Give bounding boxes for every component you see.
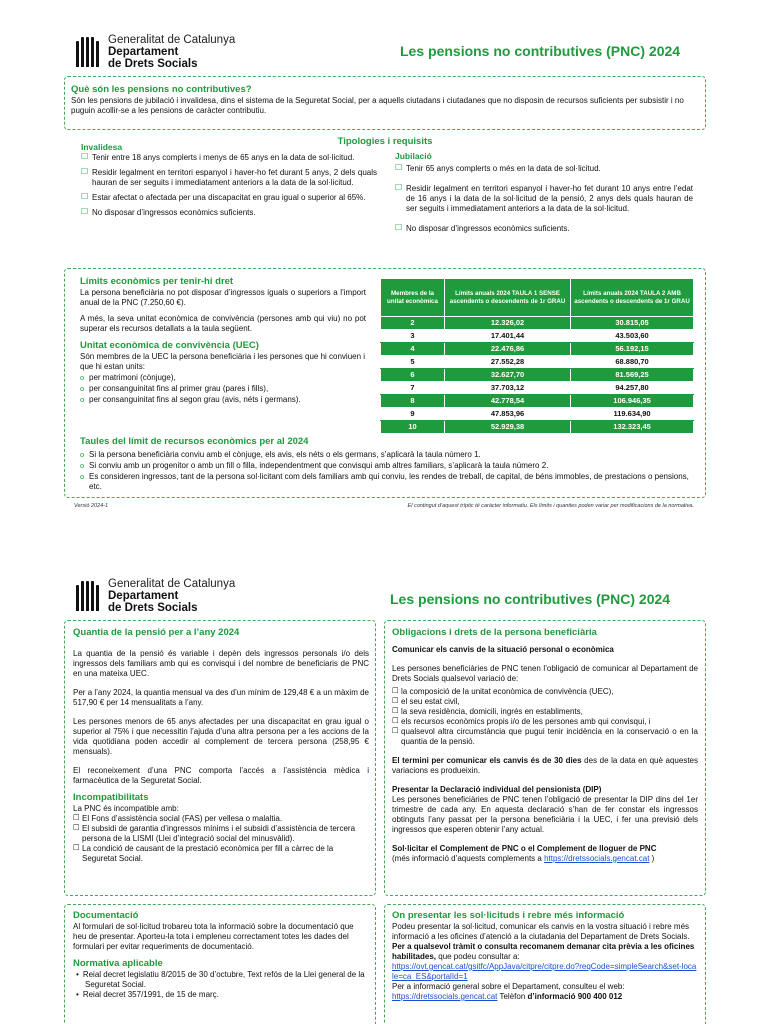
dretssocials-link[interactable]: https://dretssocials.gencat.cat xyxy=(544,853,650,863)
obligacions-item: ☐ la seva residència, domicili, ingrés en establiments, xyxy=(392,707,698,717)
incompat-item: ☐ La condició de causant de la prestació econòmica per fill a càrrec de la Seguretat Social. xyxy=(73,844,369,864)
page-title-2: Les pensions no contributives (PNC) 2024 xyxy=(390,591,671,607)
obligacions-content xyxy=(392,627,698,864)
table2-limit-cell: 119.634,90 xyxy=(571,408,694,421)
invalidesa-column xyxy=(81,142,377,223)
normativa-item: • Reial decret 357/1991, de 15 de març. xyxy=(76,989,219,999)
normativa-item-text: Reial decret legislatiu 8/2015 de 30 d’octubre, Text refós de la Llei general de la Seguretat Social. xyxy=(82,969,365,989)
members-cell: 10 xyxy=(381,421,445,434)
table2-limit-cell: 132.323,45 xyxy=(571,421,694,434)
table2-limit-cell: 81.569,25 xyxy=(571,369,694,382)
logo-line-1: Generalitat de Catalunya xyxy=(108,578,236,590)
jubilacio-title: Jubilació xyxy=(395,151,432,161)
table1-limit-cell: 22.476,86 xyxy=(445,343,571,356)
invalidesa-title: Invalidesa xyxy=(81,142,123,152)
phone-number: d’informació 900 400 012 xyxy=(527,991,623,1001)
incompat-item: ☐ El subsidi de garantia d’ingressos mínims i el subsidi d’assistència de tercera persona de la LISMI (Llei d’integració social del minusvàlid). xyxy=(73,824,369,844)
phone-pre: Telèfon xyxy=(497,991,528,1001)
table-note: o Es consideren ingressos, tant de la persona sol·licitant com dels familiars amb qui conviu, les rendes de treball, de capital, de béns immobles, de prestacions o pensions, etc. xyxy=(80,472,692,492)
table-note: o Si conviu amb un progenitor o amb un fill o filla, independentment que convisqui amb altres familiars, s’aplicarà la taula número 2. xyxy=(80,461,692,471)
on-presentar-content xyxy=(392,910,698,1002)
quantia-p1: La quantia de la pensió és variable i depèn dels ingressos personals i/o dels ingressos dels familiars amb qui es convisqui i del nombre de beneficiaris de PNC en una mateixa UEC. xyxy=(73,648,369,678)
uec-item: o per consanguinitat fins al segon grau (avis, néts i germans). xyxy=(80,395,366,405)
normativa-item-text: Reial decret 357/1991, de 15 de març. xyxy=(82,989,219,999)
incompat-intro: La PNC és incompatible amb: xyxy=(73,803,179,813)
logo-line-1: Generalitat de Catalunya xyxy=(108,34,236,46)
on-presentar-p2-bold: Per a qualsevol tràmit o consulta recomanem demanar cita prèvia a les oficines habilitades, xyxy=(392,941,695,961)
table2-limit-cell: 68.880,70 xyxy=(571,356,694,369)
page-title: Les pensions no contributives (PNC) 2024 xyxy=(400,43,681,59)
normativa-heading: Normativa aplicable xyxy=(73,957,163,969)
obligacions-item: ☐ la composició de la unitat econòmica de convivència (UEC), xyxy=(392,687,698,697)
obligacions-item: ☐ els recursos econòmics propis i/o de les persones amb qui convisqui, i xyxy=(392,717,698,727)
table1-limit-cell: 42.778,54 xyxy=(445,395,571,408)
quantia-heading: Quantia de la pensió per a l’any 2024 xyxy=(73,627,240,638)
obligacions-p3: Les persones beneficiàries de PNC tenen l’obligació de presentar la DIP dins del 1er trimestre de cada any. En aquesta declaració s’han de fer constar els ingressos obtinguts l’any passat per la persona beneficiària i la UEC, i fer una previsió dels ingressos que esperen obtenir l’any actual. xyxy=(392,794,698,834)
logo-page-1 xyxy=(76,34,235,70)
table-notes xyxy=(80,436,692,493)
quantia-content xyxy=(73,627,369,864)
generalitat-logo-icon xyxy=(76,581,102,611)
quantia-p2: Per a l’any 2024, la quantia mensual va des d’un mínim de 129,48 € a un màxim de 517,90 € per 14 mensualitats a l’any. xyxy=(73,687,369,707)
jubilacio-item: ☐ No disposar d’ingressos econòmics suficients. xyxy=(395,224,693,234)
members-cell: 8 xyxy=(381,395,445,408)
members-cell: 4 xyxy=(381,343,445,356)
table1-limit-cell: 12.326,02 xyxy=(445,317,571,330)
incompat-heading: Incompatibilitats xyxy=(73,791,149,803)
dretssocials-web-link[interactable]: https://dretssocials.gencat.cat xyxy=(392,991,498,1001)
limits-heading: Límits econòmics per tenir-hi dret xyxy=(80,276,234,287)
what-heading: Què són les pensions no contributives? xyxy=(71,84,252,95)
table1-limit-cell: 37.703,12 xyxy=(445,382,571,395)
obligacions-heading: Obligacions i drets de la persona beneficiària xyxy=(392,627,597,638)
obligacions-p2 xyxy=(392,756,698,776)
table-row xyxy=(381,317,694,330)
obligacions-item: ☐ qualsevol altra circumstància que pugui tenir incidència en la conservació o en la quantia de la pensió. xyxy=(392,727,698,747)
limits-p1: La persona beneficiària no pot disposar d’ingressos iguals o superiors a l’import anual de la PNC (7.250,60 €). xyxy=(80,287,366,307)
logo-page-2 xyxy=(76,578,235,614)
table1-limit-cell: 52.929,38 xyxy=(445,421,571,434)
documentacio-heading: Documentació xyxy=(73,910,139,921)
on-presentar-link1-wrap xyxy=(392,962,698,982)
members-cell: 9 xyxy=(381,408,445,421)
logo-line-2: Departament xyxy=(108,46,179,59)
obligacions-item: ☐ el seu estat civil, xyxy=(392,697,698,707)
table-row xyxy=(381,395,694,408)
jubilacio-item: ☐ Residir legalment en territori espanyol i haver-ho fet durant 10 anys entre l’edat de 16 anys i la data de la sol·licitud de la pensió, 2 anys dels quals hauran de ser seguits i immediatament anteriors a la data de la sol·licitud. xyxy=(395,184,693,214)
invalidesa-item: ☐ Residir legalment en territori espanyol i haver-ho fet durant 5 anys, 2 dels quals hauran de ser seguits i immediatament anteriors a la data de la sol·licitud. xyxy=(81,168,377,188)
obligacions-sub3: Sol·licitar el Complement de PNC o el Complement de lloguer de PNC xyxy=(392,843,657,853)
obligacions-p1: Les persones beneficiàries de PNC tenen l’obligació de comunicar al Departament de Drets Socials qualsevol variació de: xyxy=(392,663,698,683)
table1-limit-cell: 47.853,96 xyxy=(445,408,571,421)
members-cell: 6 xyxy=(381,369,445,382)
table2-limit-cell: 56.192,15 xyxy=(571,343,694,356)
obligacions-p4 xyxy=(392,854,698,864)
obligacions-p4-pre: (més informació d’aquests complements a xyxy=(392,853,545,863)
uec-heading: Unitat econòmica de convivència (UEC) xyxy=(80,339,259,351)
limits-table xyxy=(380,278,694,434)
table-note: o Si la persona beneficiària conviu amb el cònjuge, els avis, els néts o els germans, s’aplicarà la taula número 1. xyxy=(80,450,692,460)
table-header-table1: Límits anuals 2024 TAULA 1 SENSE ascendents o descendents de 1r GRAU xyxy=(445,279,571,317)
uec-item: o per consanguinitat fins al primer grau (pares i fills), xyxy=(80,384,366,394)
table1-limit-cell: 27.552,28 xyxy=(445,356,571,369)
members-cell: 5 xyxy=(381,356,445,369)
normativa-item: • Reial decret legislatiu 8/2015 de 30 d’octubre, Text refós de la Llei general de la Seguretat Social. xyxy=(76,969,365,989)
obligacions-p2-bold: El termini per comunicar els canvis és de 30 dies xyxy=(392,755,582,765)
limits-p2: A més, la seva unitat econòmica de convivència (persones amb qui viu) no pot superar els recursos detallats a la taula següent. xyxy=(80,313,366,333)
jubilacio-column xyxy=(395,151,693,239)
generalitat-logo-icon xyxy=(76,37,102,67)
obligacions-sub1: Comunicar els canvis de la situació personal o econòmica xyxy=(392,644,614,654)
table1-limit-cell: 17.401,44 xyxy=(445,330,571,343)
table-header-table2: Límits anuals 2024 TAULA 2 AMB ascendents o descendents de 1r GRAU xyxy=(571,279,694,317)
on-presentar-p2-rest: que podeu consultar a: xyxy=(436,951,520,961)
incompat-item: ☐ El Fons d’assistència social (FAS) per vellesa o malaltia. xyxy=(73,814,369,824)
table-row xyxy=(381,330,694,343)
logo-line-3: de Drets Socials xyxy=(108,602,198,615)
table-row xyxy=(381,343,694,356)
types-heading: Tipologies i requisits xyxy=(337,136,433,147)
version-label: Versió 2024-1 xyxy=(74,503,109,509)
documentacio-content xyxy=(73,910,369,1000)
table-row xyxy=(381,356,694,369)
table2-limit-cell: 106.946,35 xyxy=(571,395,694,408)
quantia-p4: El reconeixement d’una PNC comporta l’accés a l’assistència mèdica i farmacèutica de la Seguretat Social. xyxy=(73,765,369,785)
table2-limit-cell: 94.257,80 xyxy=(571,382,694,395)
table-heading: Taules del límit de recursos econòmics per al 2024 xyxy=(80,436,309,447)
limits-table-wrap xyxy=(380,278,694,434)
members-cell: 3 xyxy=(381,330,445,343)
what-text: Són les pensions de jubilació i invalidesa, dins el sistema de la Seguretat Social, per a aquells ciutadans i ciutadanes que no disposin de recursos suficients per subsistir i no puguin acollir-se a les pensions de caràcter contributiu. xyxy=(71,95,684,115)
table2-limit-cell: 43.503,60 xyxy=(571,330,694,343)
table-header-members: Membres de la unitat econòmica xyxy=(381,279,445,317)
members-cell: 7 xyxy=(381,382,445,395)
obligacions-p2-rest: des de la data en què aquestes variacions es produeixin. xyxy=(392,755,698,775)
disclaimer: El contingut d’aquest tríptic té caràcter informatiu. Els límits i quanties poden variar per modificacions de la normativa. xyxy=(407,503,694,509)
table-row xyxy=(381,408,694,421)
table-row xyxy=(381,421,694,434)
obligacions-sub2: Presentar la Declaració individual del pensionista (DIP) xyxy=(392,784,602,794)
invalidesa-item: ☐ Tenir entre 18 anys complerts i menys de 65 anys en la data de sol·licitud. xyxy=(81,153,377,163)
members-cell: 2 xyxy=(381,317,445,330)
documentacio-text: Al formulari de sol·licitud trobareu tota la informació sobre la documentació que heu de presentar. Aporteu-la tota i empleneu correctament totes les dades del formulari per evitar requeriments de documentació. xyxy=(73,921,354,951)
logo-line-3: de Drets Socials xyxy=(108,58,198,71)
obligacions-p4-post: ) xyxy=(649,853,655,863)
uec-item: o per matrimoni (cònjuge), xyxy=(80,373,366,383)
on-presentar-p3: Per a informació general sobre el Departament, consulteu el web: xyxy=(392,981,625,991)
table1-limit-cell: 32.627,70 xyxy=(445,369,571,382)
table2-limit-cell: 30.815,05 xyxy=(571,317,694,330)
on-presentar-p2 xyxy=(392,942,698,962)
jubilacio-item: ☐ Tenir 65 anys complerts o més en la data de sol·licitud. xyxy=(395,164,693,174)
invalidesa-item: ☐ No disposar d’ingressos econòmics suficients. xyxy=(81,208,377,218)
on-presentar-heading: On presentar les sol·licituds i rebre més informació xyxy=(392,910,625,921)
on-presentar-p4 xyxy=(392,992,698,1002)
logo-line-2: Departament xyxy=(108,590,179,603)
uec-text: Són membres de la UEC la persona beneficiària i les persones que hi conviuen i que hi estan units: xyxy=(80,351,366,371)
invalidesa-item: ☐ Estar afectat o afectada per una discapacitat en grau igual o superior al 65%. xyxy=(81,193,377,203)
cita-previa-link[interactable]: https://ovt.gencat.cat/gsitfc/AppJava/citpre/citpre.do?reqCode=simpleSearch&set-locale=ca_ES&portalId=1 xyxy=(392,961,697,981)
limits-left-column xyxy=(80,276,366,406)
quantia-p3: Les persones menors de 65 anys afectades per una discapacitat en grau igual o superior al 75% i que necessitin l’ajuda d’una altra persona per a les accions de la vida quotidiana poden accedir al complement de tercera persona (258,95 € mensuals). xyxy=(73,716,369,756)
table-row xyxy=(381,369,694,382)
on-presentar-p1: Podeu presentar la sol·licitud, comunicar els canvis en la vostra situació i rebre més informació a les oficines d’atenció a la ciutadania del Departament de Drets Socials. xyxy=(392,921,690,941)
table-row xyxy=(381,382,694,395)
